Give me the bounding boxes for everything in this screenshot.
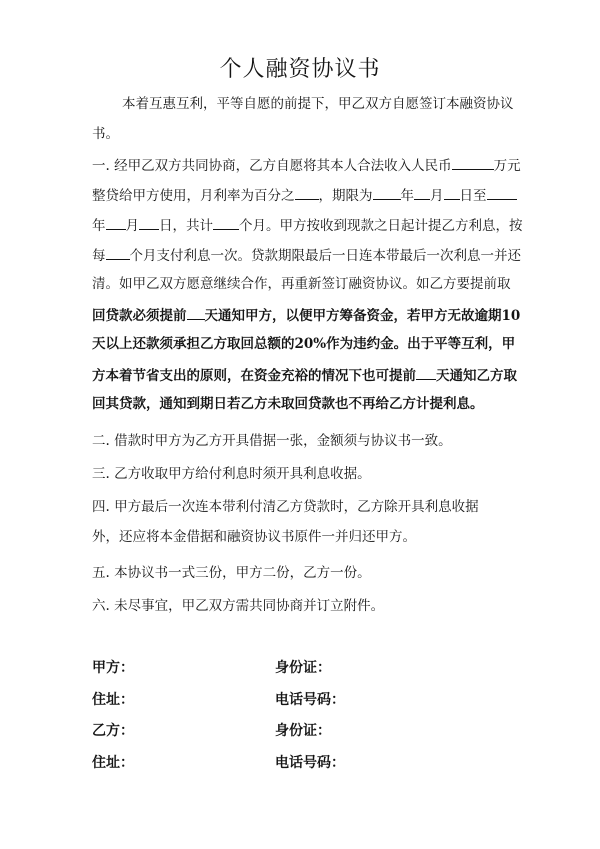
clause-1-line [92,245,521,263]
clause-text: 个月支付利息一次。贷款期限最后一日连本带最后一次利息一并还 [129,248,521,264]
clause-text: 天通知乙方取 [436,368,517,384]
clause-1-line [92,215,523,233]
early-notice-blank [416,365,436,380]
clause-text: 日至 [459,188,487,204]
interval-blank [106,245,130,260]
party-b-address-label: 住址： [92,755,134,771]
clause-text: 天通知甲方，以便甲方筹备资金，若甲方无故逾期10 [204,308,521,324]
party-b-id-label: 身份证： [275,723,331,739]
intro-line: 本着互惠互利，平等自愿的前提下，甲乙双方自愿签订本融资协议 [122,96,514,112]
clause-text: 月 [125,218,139,234]
clause-2: 二. 借款时甲方为乙方开具借据一张，金额须与协议书一致。 [92,433,452,449]
clause-3: 三. 乙方收取甲方给付利息时须开具利息收据。 [92,466,371,482]
months-blank [213,215,239,230]
clause-text: 一. 经甲乙双方共同协商，乙方自愿将其本人合法收入人民币 [92,158,452,174]
clause-5: 五. 本协议书一式三份，甲方二份，乙方一份。 [92,565,371,581]
clause-text: 个月。甲方按收到现款之日起计提乙方利息，按 [239,218,523,234]
clause-text: 月 [430,188,444,204]
clause-text: 万元 [493,158,521,174]
party-a-address-label: 住址： [92,692,134,708]
clause-1-line [92,185,517,203]
clause-1-line: 天以上还款须承担乙方取回总额的20%作为违约金。出于平等互利，甲 [92,336,516,352]
clause-text: 整贷给甲方使用，月利率为百分之 [92,188,295,204]
rate-blank [295,185,319,200]
clause-1-line: 清。如甲乙双方愿意继续合作，再重新签订融资协议。如乙方要提前取 [92,276,511,292]
party-b-phone-label: 电话号码： [275,755,345,771]
party-a-id-label: 身份证： [275,660,331,676]
clause-text: 回贷款必须提前 [92,308,187,324]
clause-6: 六. 未尽事宜，甲乙双方需共同协商并订立附件。 [92,598,385,614]
clause-text: 年 [400,188,414,204]
year-blank [373,185,401,200]
month-blank [414,185,430,200]
clause-1-line [92,155,521,173]
clause-1-line: 回其贷款，通知到期日若乙方未取回贷款也不再给乙方计提利息。 [92,396,484,412]
clause-1-line [92,365,517,383]
clause-text: 年 [92,218,106,234]
clause-text: 每 [92,248,106,264]
intro-line: 书。 [92,126,119,142]
amount-blank [452,155,494,170]
clause-text: 日，共计 [159,218,213,234]
clause-text: 方本着节省支出的原则，在资金充裕的情况下也可提前 [92,368,416,384]
party-a-phone-label: 电话号码： [275,692,345,708]
party-a-label: 甲方： [92,660,134,676]
notice-days-blank [187,305,205,320]
end-month-blank [106,215,126,230]
clause-1-line [92,305,520,323]
clause-4-line: 四. 甲方最后一次连本带利付清乙方贷款时，乙方除开具利息收据 [92,499,479,515]
day-blank [444,185,460,200]
end-year-blank [487,185,517,200]
clause-4-line: 外，还应将本金借据和融资协议书原件一并归还甲方。 [92,529,416,545]
clause-text: ，期限为 [318,188,373,204]
end-day-blank [139,215,159,230]
party-b-label: 乙方： [92,723,134,739]
document-title: 个人融资协议书 [219,57,381,82]
